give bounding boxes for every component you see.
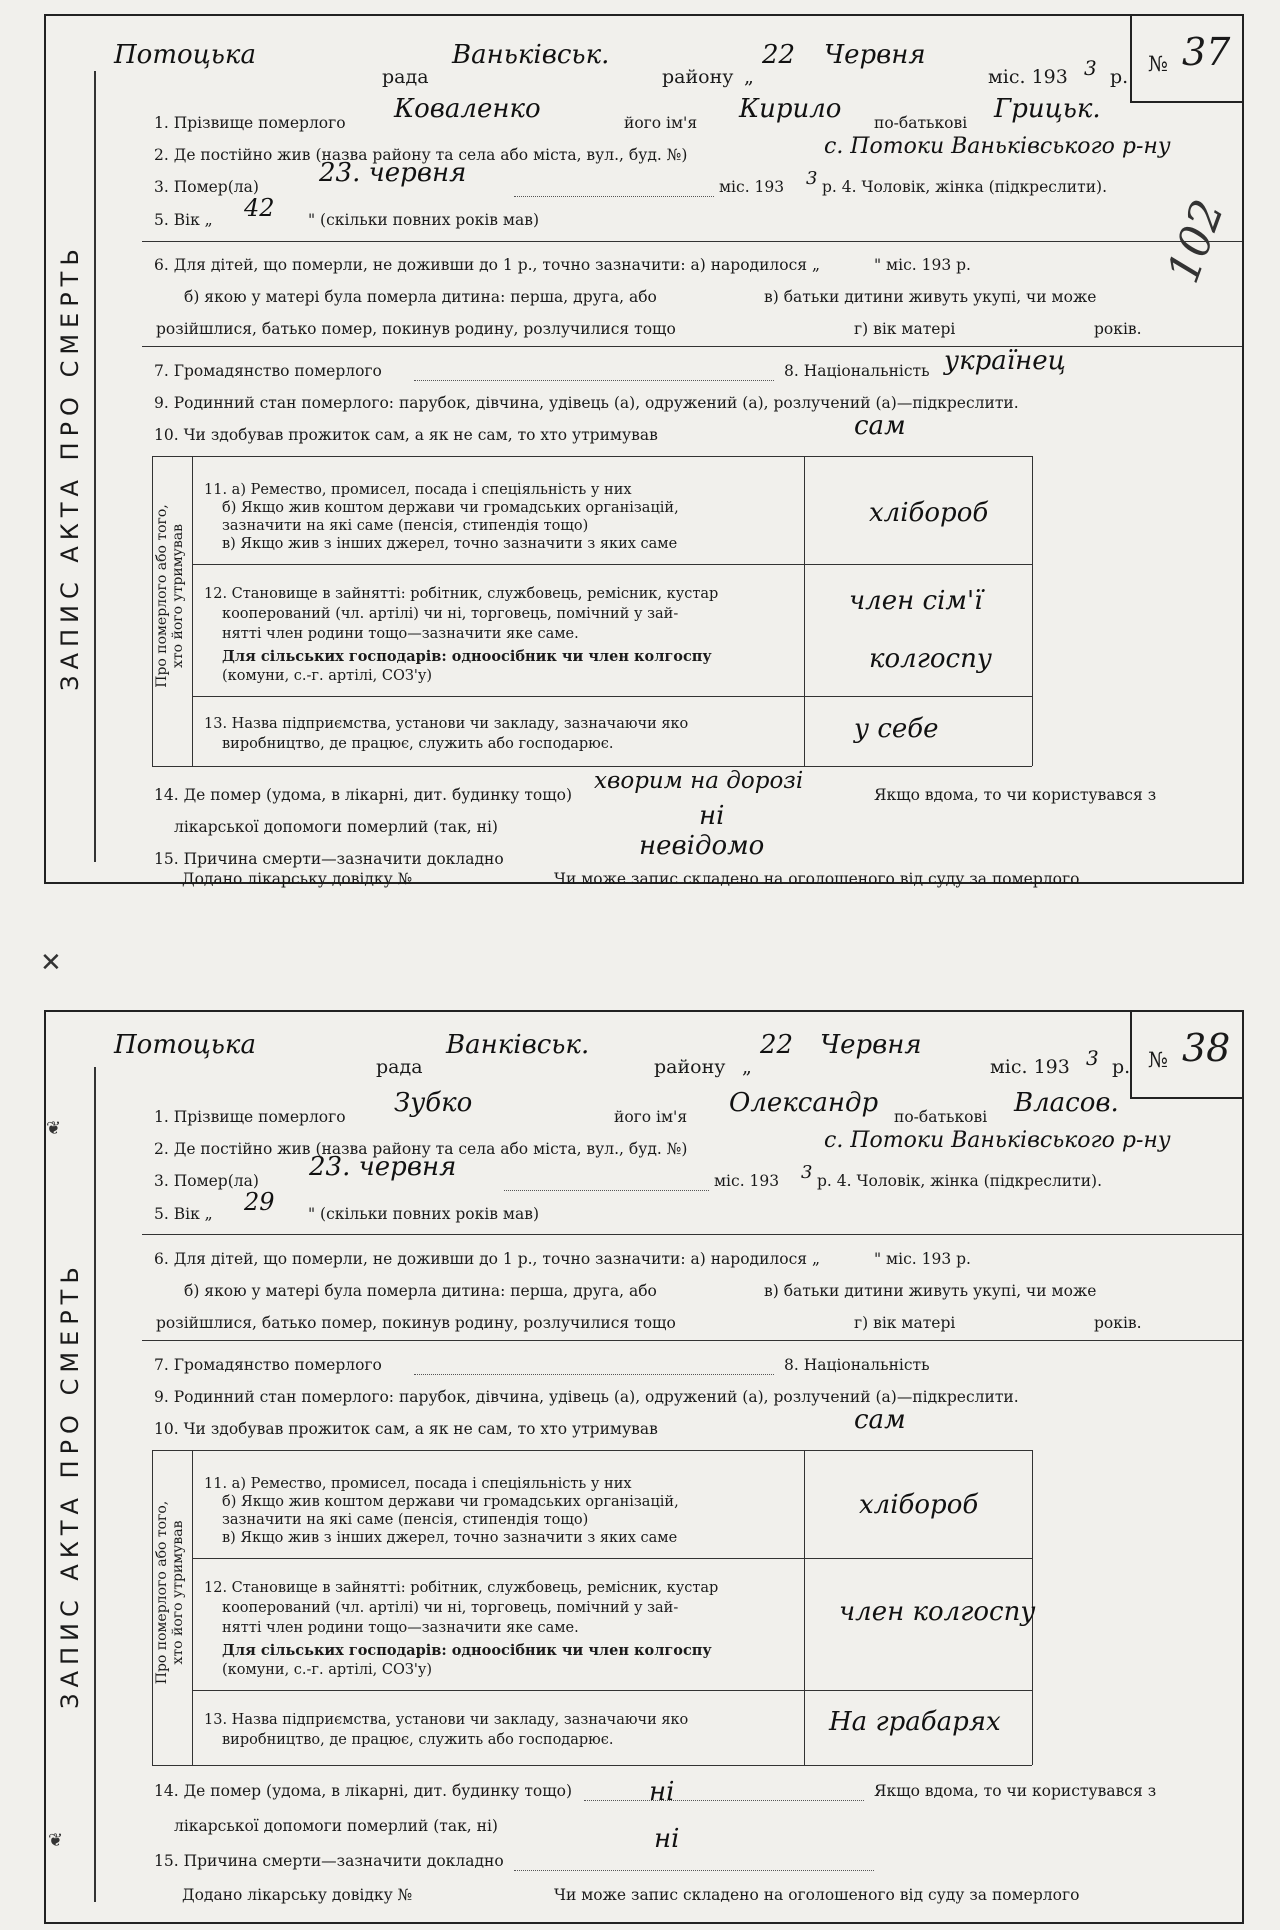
year-digit: 3 <box>1086 1046 1099 1070</box>
side-title: ЗАПИС АКТА ПРО СМЕРТЬ <box>56 1260 84 1709</box>
workplace-value: На грабарях <box>829 1707 1001 1737</box>
first-name-value: Кирило <box>739 94 842 124</box>
patronymic-label: по-батькові <box>874 114 968 132</box>
raionu-label: району <box>654 1056 726 1078</box>
q8-label: 8. Національність <box>784 1356 930 1374</box>
margin-mark: ✕ <box>40 948 62 978</box>
q12c-label: нятті член родини тощо—зазначити яке саме. <box>222 1620 579 1636</box>
death-record-card-2 <box>44 1010 1244 1924</box>
q11d-label: в) Якщо жив з інших джерел, точно зазначити з яких саме <box>222 1530 678 1546</box>
number-label: № <box>1148 52 1168 76</box>
margin-mark: ❦ <box>46 1118 62 1139</box>
q14a-tail: Якщо вдома, то чи користувався з <box>874 1782 1157 1800</box>
q11c-label: зазначити на які саме (пенсія, стипендія тощо) <box>222 518 589 534</box>
support-value: сам <box>854 411 906 441</box>
number-label: № <box>1148 1048 1168 1072</box>
death-month-label: міс. 193 <box>714 1172 780 1190</box>
residence-value: с. Потоки Ванькiвського р-ну <box>824 134 1171 159</box>
q15-label: 15. Причина смерти—зазначити докладно <box>154 850 504 868</box>
q3-label: 3. Помер(ла) <box>154 1172 259 1190</box>
q6b-tail: в) батьки дитини живуть укупі, чи може <box>764 1282 1097 1300</box>
footer-label: Додано лікарську довідку № <box>182 870 413 888</box>
q13a-label: 13. Назва підприємства, установи чи закладу, зазначаючи яко <box>204 1712 689 1728</box>
status-value-1: член колгоспу <box>839 1597 1036 1627</box>
side-title-box <box>46 71 96 862</box>
q6c-mid: г) вік матері <box>854 320 956 338</box>
q5-label: 5. Вік „ <box>154 1205 213 1223</box>
q8-label: 8. Національність <box>784 362 930 380</box>
q6c-label: розійшлися, батько помер, покинув родину, розлучилися тощо <box>156 320 676 338</box>
q11b-label: б) Якщо жив коштом держави чи громадських організацій, <box>222 500 679 516</box>
q10-label: 10. Чи здобував прожиток сам, а як не сам, то хто утримував <box>154 426 658 444</box>
cause-value: ні <box>654 1824 680 1854</box>
nationality-value: українец <box>944 346 1066 376</box>
quote-open: „ <box>744 66 754 88</box>
q11a-label: 11. а) Ремество, промисел, посада і спеціяльність у них <box>204 482 632 498</box>
q12d-label: Для сільських господарів: одноосібник чи член колгоспу <box>222 1642 712 1659</box>
death-year-digit: 3 <box>801 1162 813 1183</box>
occupation-value: хлібороб <box>859 1490 979 1520</box>
q7-label: 7. Громадянство померлого <box>154 1356 382 1374</box>
q12c-label: нятті член родини тощо—зазначити яке саме. <box>222 626 579 642</box>
q6b-label: б) якою у матері була померла дитина: перша, друга, або <box>184 1282 657 1300</box>
q6a-label: 6. Для дітей, що померли, не доживши до 1 р., точно зазначити: а) народилося „ <box>154 1250 821 1268</box>
death-place-value: хворим на дорозі <box>594 768 804 794</box>
footer-tail: Чи може запис складено на оголошеного від суду за померлого <box>554 1886 1080 1904</box>
q14a-label: 14. Де помер (удома, в лікарні, дит. будинку тощо) <box>154 1782 573 1800</box>
first-name-value: Олександр <box>729 1088 879 1118</box>
medical-value: ні <box>699 801 725 831</box>
q13a-label: 13. Назва підприємства, установи чи закладу, зазначаючи яко <box>204 716 689 732</box>
q12e-label: (комуни, с.-г. артілі, СОЗ'у) <box>222 1662 433 1678</box>
margin-note: 102 <box>1157 193 1235 290</box>
r-label: р. <box>1110 66 1129 88</box>
q6a-tail: " міс. 193 р. <box>874 256 971 274</box>
q12b-label: кооперований (чл. артілі) чи ні, торговець, помічний у зай- <box>222 606 679 622</box>
occupation-value: хлібороб <box>869 498 989 528</box>
q3-label: 3. Помер(ла) <box>154 178 259 196</box>
q14b-label: лікарської допомоги померлий (так, ні) <box>174 818 498 836</box>
residence-value: с. Потоки Ванькiвського р-ну <box>824 1128 1171 1153</box>
q12d-label: Для сільських господарів: одноосібник чи член колгоспу <box>222 648 712 665</box>
q10-label: 10. Чи здобував прожиток сам, а як не сам, то хто утримував <box>154 1420 658 1438</box>
q11c-label: зазначити на які саме (пенсія, стипендія тощо) <box>222 1512 589 1528</box>
death-date-value: 23. червня <box>309 1152 457 1182</box>
record-number: 37 <box>1182 30 1231 74</box>
q6b-tail: в) батьки дитини живуть укупі, чи може <box>764 288 1097 306</box>
q6c-label: розійшлися, батько помер, покинув родину, розлучилися тощо <box>156 1314 676 1332</box>
q2-label: 2. Де постійно жив (назва району та села або міста, вул., буд. №) <box>154 1140 688 1158</box>
quote-open: „ <box>742 1056 752 1078</box>
date-day: 22 <box>760 1030 794 1060</box>
q6a-label: 6. Для дітей, що померли, не доживши до 1 р., точно зазначити: а) народилося „ <box>154 256 821 274</box>
death-record-card-1 <box>44 14 1244 888</box>
raionu-label: району <box>662 66 734 88</box>
support-value: сам <box>854 1405 906 1435</box>
record-number: 38 <box>1182 1026 1231 1070</box>
first-name-label: його ім'я <box>624 114 698 132</box>
age-value: 29 <box>244 1188 275 1216</box>
q5-tail: " (скільки повних років мав) <box>308 1205 540 1223</box>
r-label: р. <box>1112 1056 1131 1078</box>
death-month-label: міс. 193 <box>719 178 785 196</box>
q14a-label: 14. Де помер (удома, в лікарні, дит. будинку тощо) <box>154 786 573 804</box>
surname-value: Зубко <box>394 1088 473 1118</box>
q15-label: 15. Причина смерти—зазначити докладно <box>154 1852 504 1870</box>
month-year-label: міс. 193 <box>990 1056 1070 1078</box>
age-value: 42 <box>244 194 275 222</box>
rada-label: рада <box>382 66 429 88</box>
support-box-vertical-label <box>154 1455 186 1730</box>
date-month: Червня <box>824 40 926 70</box>
q6c-tail: років. <box>1094 320 1142 338</box>
q13b-label: виробництво, де працює, служить або господарює. <box>222 736 614 752</box>
q11b-label: б) Якщо жив коштом держави чи громадських організацій, <box>222 1494 679 1510</box>
medical-value: ні <box>649 1777 675 1807</box>
q12a-label: 12. Становище в зайнятті: робітник, службовець, ремісник, кустар <box>204 586 719 602</box>
q1-label: 1. Прізвище померлого <box>154 1108 346 1126</box>
vert-box-label: Про померлого або того, хто його утримував <box>154 504 186 688</box>
q6c-tail: років. <box>1094 1314 1142 1332</box>
margin-mark: ❦ <box>48 1830 64 1851</box>
q5-label: 5. Вік „ <box>154 211 213 229</box>
q6c-mid: г) вік матері <box>854 1314 956 1332</box>
q14a-tail: Якщо вдома, то чи користувався з <box>874 786 1157 804</box>
district-name: Ваньківськ. <box>452 40 610 70</box>
q13b-label: виробництво, де працює, служить або господарює. <box>222 1732 614 1748</box>
vert-box-label: Про померлого або того, хто його утримував <box>154 1500 186 1685</box>
q9-label: 9. Родинний стан померлого: парубок, дівчина, удівець (а), одружений (а), розлучений (а)—підкреслити. <box>154 1388 1019 1406</box>
q5-tail: " (скільки повних років мав) <box>308 211 540 229</box>
patronymic-value: Власов. <box>1014 1088 1119 1118</box>
q11d-label: в) Якщо жив з інших джерел, точно зазначити з яких саме <box>222 536 678 552</box>
footer-tail: Чи може запис складено на оголошеного від суду за померлого <box>554 870 1080 888</box>
q12b-label: кооперований (чл. артілі) чи ні, торговець, помічний у зай- <box>222 1600 679 1616</box>
side-title: ЗАПИС АКТА ПРО СМЕРТЬ <box>56 242 84 691</box>
support-box-vertical-label <box>154 461 186 731</box>
q12e-label: (комуни, с.-г. артілі, СОЗ'у) <box>222 668 433 684</box>
side-title-box <box>46 1067 96 1902</box>
rada-label: рада <box>376 1056 423 1078</box>
death-date-value: 23. червня <box>319 158 467 188</box>
q6b-label: б) якою у матері була померла дитина: перша, друга, або <box>184 288 657 306</box>
q9-label: 9. Родинний стан померлого: парубок, дівчина, удівець (а), одружений (а), розлучений (а)—підкреслити. <box>154 394 1019 412</box>
first-name-label: його ім'я <box>614 1108 688 1126</box>
date-day: 22 <box>762 40 796 70</box>
q7-label: 7. Громадянство померлого <box>154 362 382 380</box>
district-name: Ванківськ. <box>446 1030 590 1060</box>
q11a-label: 11. а) Ремество, промисел, посада і спеціяльність у них <box>204 1476 632 1492</box>
death-year-digit: 3 <box>806 168 818 189</box>
patronymic-label: по-батькові <box>894 1108 988 1126</box>
council-name: Потоцька <box>114 1030 256 1060</box>
status-value-2: колгоспу <box>869 644 992 674</box>
year-digit: 3 <box>1084 56 1097 80</box>
status-value-1: член сім'ї <box>849 586 983 616</box>
q12a-label: 12. Становище в зайнятті: робітник, службовець, ремісник, кустар <box>204 1580 719 1596</box>
month-year-label: міс. 193 <box>988 66 1068 88</box>
patronymic-value: Грицьк. <box>994 94 1101 124</box>
workplace-value: у себе <box>854 714 939 744</box>
q1-label: 1. Прізвище померлого <box>154 114 346 132</box>
council-name: Потоцька <box>114 40 256 70</box>
surname-value: Коваленко <box>394 94 541 124</box>
cause-value: невідомо <box>639 831 765 861</box>
q4-label: р. 4. Чоловік, жінка (підкреслити). <box>822 178 1108 196</box>
q6a-tail: " міс. 193 р. <box>874 1250 971 1268</box>
date-month: Червня <box>820 1030 922 1060</box>
footer-label: Додано лікарську довідку № <box>182 1886 413 1904</box>
q14b-label: лікарської допомоги померлий (так, ні) <box>174 1817 498 1835</box>
q2-label: 2. Де постійно жив (назва району та села або міста, вул., буд. №) <box>154 146 688 164</box>
q4-label: р. 4. Чоловік, жінка (підкреслити). <box>817 1172 1103 1190</box>
